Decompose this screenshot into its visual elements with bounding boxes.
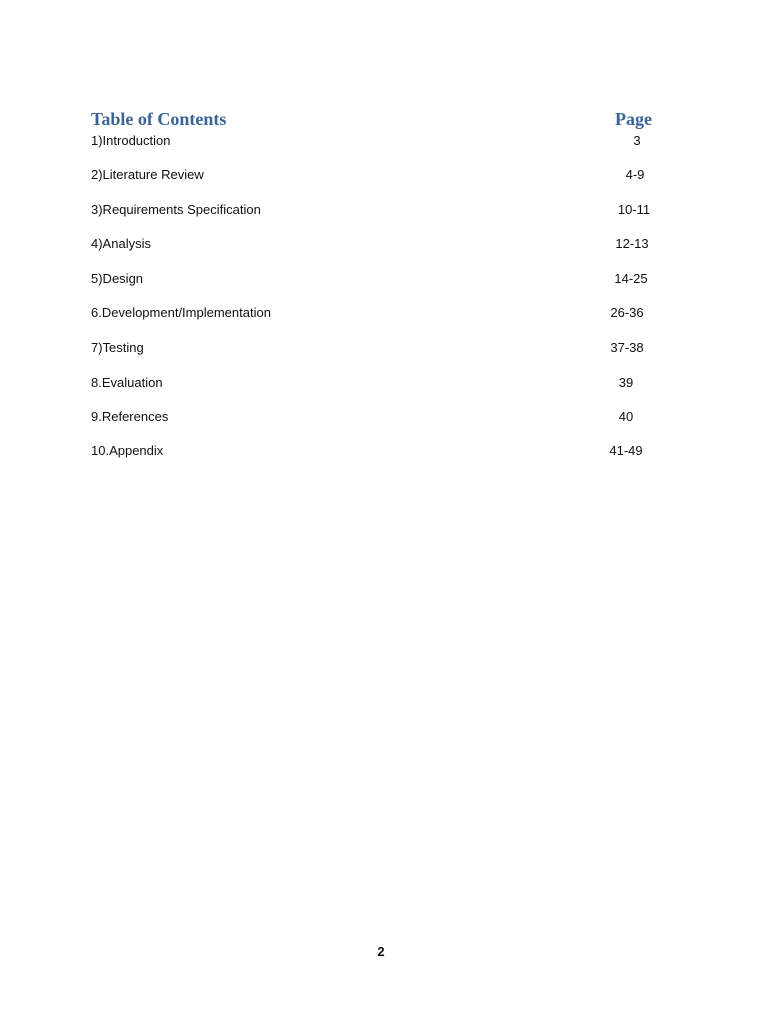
toc-entry <box>0 303 768 323</box>
toc-entry-label: 4)Analysis <box>91 236 151 251</box>
toc-entry <box>0 165 768 185</box>
toc-entry <box>0 234 768 254</box>
toc-entry <box>0 269 768 289</box>
toc-entry-label: 5)Design <box>91 271 144 286</box>
page-column-heading: Page <box>615 109 652 129</box>
toc-entry <box>0 407 768 427</box>
toc-entry-page: 3 <box>633 133 641 148</box>
toc-entry-page: 12-13 <box>615 236 649 251</box>
toc-entry-label: 2)Literature Review <box>91 167 204 182</box>
toc-entry <box>0 131 768 151</box>
toc-entry-label: 8.Evaluation <box>91 375 163 390</box>
toc-entry-page: 37-38 <box>610 340 644 355</box>
page-number: 2 <box>377 944 385 959</box>
toc-heading: Table of Contents <box>91 109 227 129</box>
toc-entry-label: 6.Development/Implementation <box>91 305 271 320</box>
toc-entry-label: 3)Requirements Specification <box>91 202 261 217</box>
toc-entry-label: 7)Testing <box>91 340 144 355</box>
toc-entry <box>0 373 768 393</box>
toc-entry-label: 1)Introduction <box>91 133 171 148</box>
toc-entry-label: 9.References <box>91 409 169 424</box>
toc-entry-page: 26-36 <box>610 305 644 320</box>
toc-entry-page: 39 <box>618 375 634 390</box>
toc-entry-page: 4-9 <box>625 167 645 182</box>
toc-entry <box>0 441 768 461</box>
toc-entry-page: 40 <box>618 409 634 424</box>
toc-entry-page: 41-49 <box>609 443 643 458</box>
toc-entry-page: 10-11 <box>617 202 651 217</box>
toc-entry-page: 14-25 <box>614 271 648 286</box>
toc-entry-label: 10.Appendix <box>91 443 164 458</box>
toc-entry <box>0 338 768 358</box>
toc-entry <box>0 200 768 220</box>
